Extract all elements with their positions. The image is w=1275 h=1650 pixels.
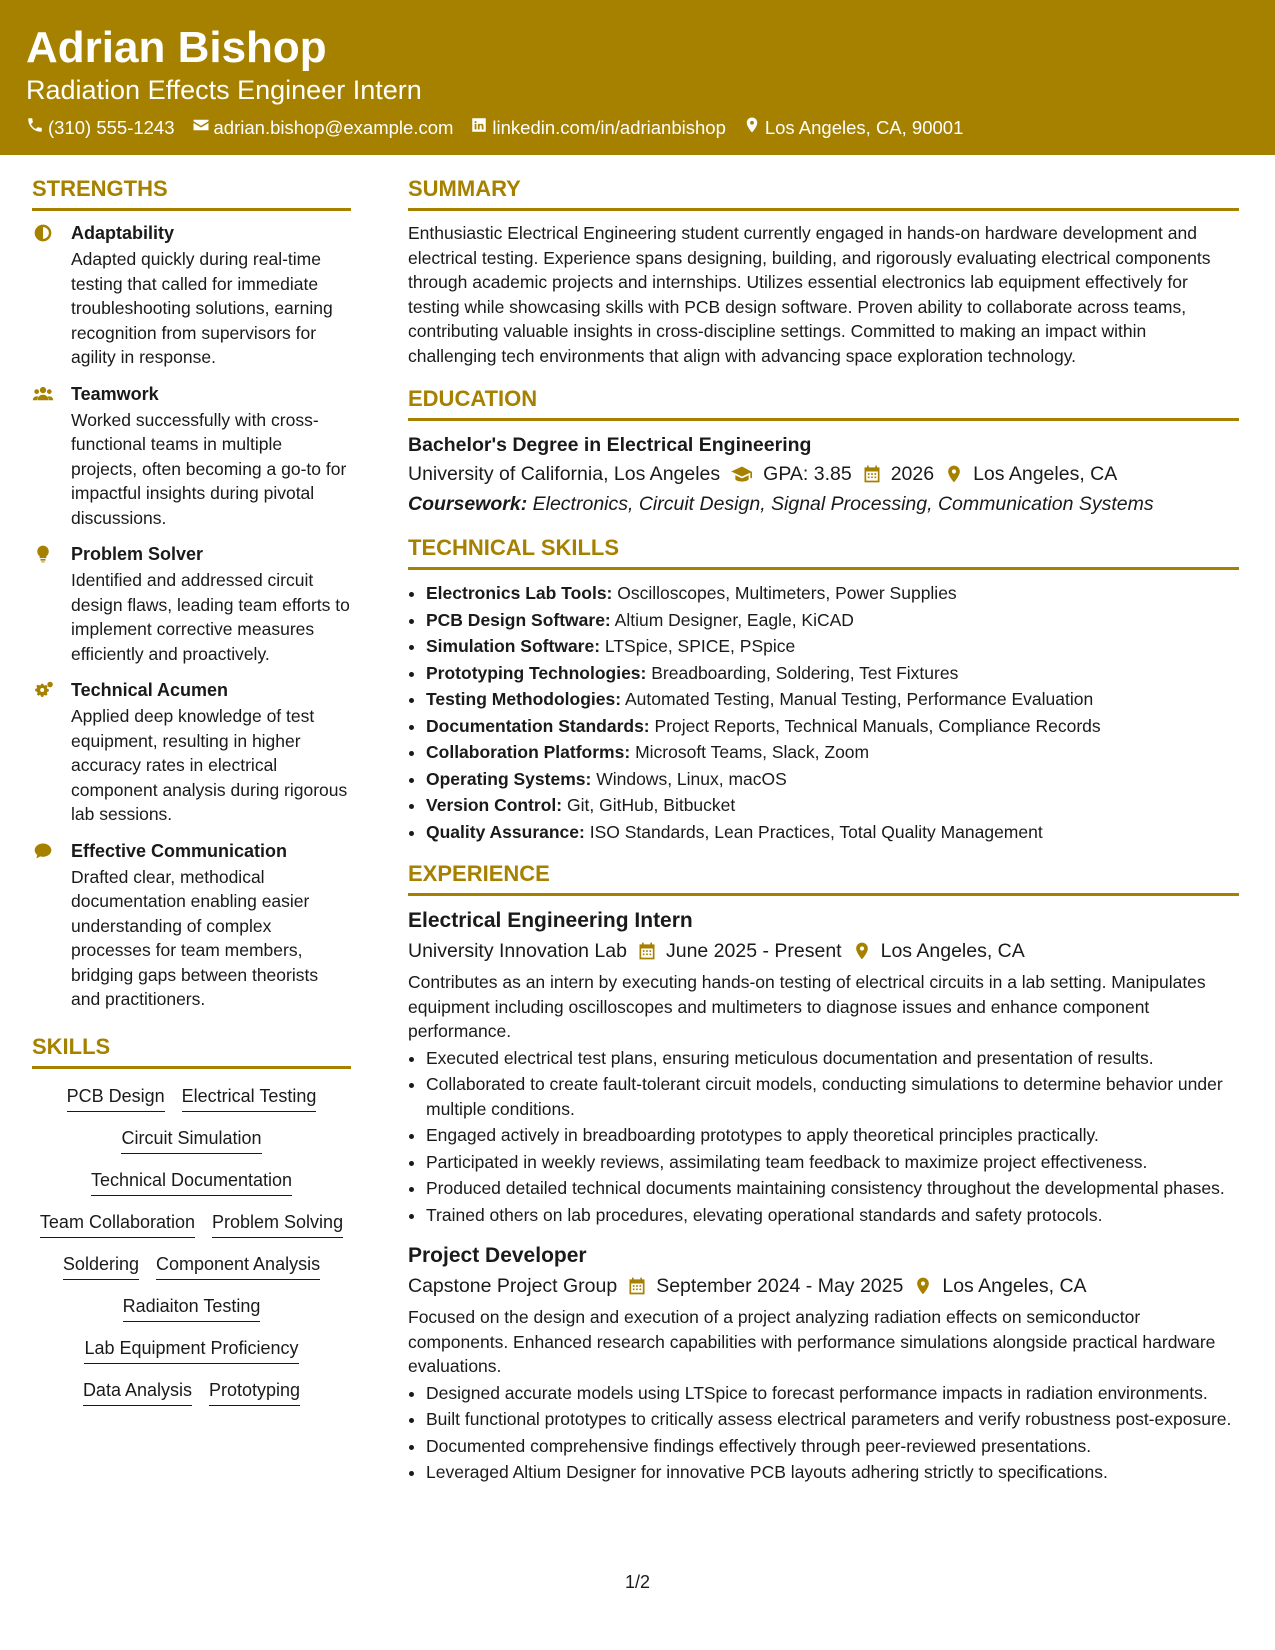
- phone-icon: [26, 115, 44, 141]
- contact-linkedin[interactable]: [470, 115, 725, 141]
- coursework-label: Coursework:: [408, 493, 528, 515]
- skill-tag: Prototyping: [209, 1377, 300, 1406]
- skill-tag: Radiaiton Testing: [123, 1293, 261, 1322]
- gears-icon: [32, 680, 54, 700]
- job-location: Los Angeles, CA: [942, 1275, 1087, 1297]
- strength-name: Adaptability: [71, 223, 175, 243]
- strength-item: [32, 839, 351, 1012]
- contact-phone: [26, 115, 175, 141]
- linkedin-icon: [470, 115, 488, 141]
- skill-values: ISO Standards, Lean Practices, Total Quality Management: [589, 821, 1043, 842]
- coursework: [408, 489, 1239, 519]
- skill-tag: Soldering: [63, 1251, 139, 1280]
- strength-item: [32, 678, 351, 827]
- list-item: • Built functional prototypes to critically assess electrical parameters and verify robustness post-exposure.: [426, 1407, 1239, 1432]
- strength-description: Drafted clear, methodical documentation enabling easier understanding of complex processes for team members, bridging gaps between theorists and practitioners.: [71, 866, 319, 1009]
- contact-location: [743, 115, 964, 141]
- skill-category: Electronics Lab Tools:: [426, 583, 613, 603]
- location-pin-icon: [913, 1276, 933, 1296]
- job-entry: [408, 906, 1239, 1227]
- list-item: • Trained others on lab procedures, elevating operational standards and safety protocols.: [426, 1203, 1239, 1228]
- calendar-icon: [637, 941, 657, 961]
- job-organization: Capstone Project Group: [408, 1275, 618, 1297]
- strength-description: Identified and addressed circuit design flaws, leading team efforts to implement corrective measures efficiently and proactively.: [71, 570, 350, 664]
- list-item: [426, 607, 1239, 634]
- location-pin-icon: [743, 115, 761, 141]
- skill-category: Documentation Standards:: [426, 715, 650, 736]
- summary-heading: SUMMARY: [408, 174, 1239, 211]
- skills-tag-cloud: [32, 1079, 351, 1406]
- strength-item: [32, 382, 351, 531]
- skill-category: Version Control:: [426, 795, 563, 815]
- location-pin-icon: [944, 464, 964, 484]
- skill-tag: PCB Design: [67, 1083, 165, 1112]
- skill-tag: Data Analysis: [83, 1377, 192, 1406]
- list-item: [426, 766, 1239, 793]
- strength-name: Problem Solver: [71, 544, 204, 564]
- skill-values: LTSpice, SPICE, PSpice: [604, 636, 796, 656]
- skill-values: Microsoft Teams, Slack, Zoom: [635, 742, 870, 762]
- experience-heading: EXPERIENCE: [408, 859, 1239, 896]
- strength-item: [32, 542, 351, 666]
- envelope-icon: [192, 115, 210, 141]
- skill-tag: Electrical Testing: [182, 1083, 317, 1112]
- contact-email-text[interactable]: adrian.bishop@example.com: [213, 117, 454, 138]
- skill-tag: Component Analysis: [156, 1251, 320, 1280]
- job-meta: [408, 1271, 1239, 1301]
- job-bullets: [408, 1046, 1239, 1228]
- list-item: [426, 739, 1239, 766]
- skill-category: Prototyping Technologies:: [426, 662, 647, 683]
- calendar-icon: [627, 1276, 647, 1296]
- job-location: Los Angeles, CA: [880, 940, 1025, 962]
- skill-values: Project Reports, Technical Manuals, Compliance Records: [654, 715, 1101, 736]
- job-description: Focused on the design and execution of a project analyzing radiation effects on semiconductor components. Enhanced research capabilities with performance simulations alongside practical hardware evaluations.: [408, 1307, 1216, 1376]
- page-number: 1/2: [624, 1572, 651, 1592]
- skill-tag: Team Collaboration: [40, 1209, 195, 1238]
- strength-name: Effective Communication: [71, 840, 288, 861]
- list-item: [426, 633, 1239, 660]
- list-item: [426, 580, 1239, 607]
- list-item: • Engaged actively in breadboarding prototypes to apply theoretical principles practically.: [426, 1123, 1239, 1148]
- job-description: Contributes as an intern by executing hands-on testing of electrical circuits in a lab setting. Manipulates equipment including oscilloscopes and multimeters to diagnose issues and enhance component performance.: [408, 972, 1206, 1041]
- technical-skills-heading: TECHNICAL SKILLS: [408, 533, 1239, 570]
- job-dates: September 2024 - May 2025: [656, 1275, 904, 1297]
- skill-values: Windows, Linux, macOS: [596, 768, 787, 789]
- school-name: University of California, Los Angeles: [408, 463, 721, 485]
- skill-values: Altium Designer, Eagle, KiCAD: [614, 609, 854, 630]
- skill-values: Oscilloscopes, Multimeters, Power Supplies: [617, 583, 957, 603]
- job-entry: [408, 1241, 1239, 1485]
- list-item: • Documented comprehensive findings effectively through peer-reviewed presentations.: [426, 1434, 1239, 1459]
- education-location: Los Angeles, CA: [973, 463, 1118, 485]
- list-item: [426, 660, 1239, 687]
- contact-phone-text: (310) 555-1243: [48, 117, 175, 138]
- half-circle-icon: [32, 223, 54, 243]
- skill-category: Operating Systems:: [426, 768, 592, 789]
- list-item: [426, 792, 1239, 819]
- right-column: [408, 174, 1239, 1499]
- strength-description: Applied deep knowledge of test equipment, resulting in higher accuracy rates in electrical component analysis during rigorous lab sessions.: [71, 706, 348, 824]
- calendar-icon: [862, 464, 882, 484]
- list-item: • Designed accurate models using LTSpice to forecast performance impacts in radiation environments.: [426, 1381, 1239, 1406]
- skill-category: Simulation Software:: [426, 636, 601, 656]
- resume-header: [0, 0, 1275, 155]
- contact-email[interactable]: [192, 115, 454, 141]
- skill-values: Breadboarding, Soldering, Test Fixtures: [651, 662, 959, 683]
- degree-name: Bachelor's Degree in Electrical Engineering: [408, 434, 812, 456]
- skill-tag: Technical Documentation: [91, 1167, 292, 1196]
- strength-item: [32, 221, 351, 370]
- strengths-heading: STRENGTHS: [32, 174, 351, 211]
- skill-tag: Circuit Simulation: [121, 1125, 261, 1154]
- job-title: Electrical Engineering Intern: [408, 909, 693, 932]
- skill-category: Collaboration Platforms:: [426, 742, 631, 762]
- list-item: [426, 713, 1239, 740]
- list-item: [426, 819, 1239, 846]
- job-meta: [408, 936, 1239, 966]
- lightbulb-icon: [32, 544, 54, 564]
- contact-location-text: Los Angeles, CA, 90001: [764, 117, 964, 138]
- users-icon: [32, 384, 54, 404]
- summary-text: Enthusiastic Electrical Engineering student currently engaged in hands-on hardware development and electrical testing. Experience spans designing, building, and rigorously evaluating electrical components through academic projects and internships. Utilizes essential electronics lab equipment effectively for testing while showcasing skills with PCB design software. Proven ability to collaborate across teams, contributing valuable insights in cross-discipline settings. Committed to making an impact within challenging tech environments that align with advancing space exploration technology.: [408, 223, 1211, 366]
- contact-bar: [26, 115, 963, 141]
- skill-tag: Lab Equipment Proficiency: [84, 1335, 298, 1364]
- education-heading: EDUCATION: [408, 384, 1239, 421]
- coursework-list: Electronics, Circuit Design, Signal Processing, Communication Systems: [532, 493, 1154, 515]
- skills-heading: SKILLS: [32, 1032, 351, 1069]
- job-title: Project Developer: [408, 1244, 587, 1267]
- candidate-name: Adrian Bishop: [26, 23, 327, 72]
- location-pin-icon: [852, 941, 872, 961]
- strength-description: Adapted quickly during real-time testing that called for immediate troubleshooting solutions, earning recognition from supervisors for agility in response.: [71, 249, 333, 367]
- skill-category: Testing Methodologies:: [426, 689, 622, 709]
- contact-linkedin-text[interactable]: linkedin.com/in/adrianbishop: [492, 117, 726, 138]
- graduation-year: 2026: [890, 463, 935, 485]
- graduation-cap-icon: [730, 464, 754, 484]
- list-item: • Participated in weekly reviews, assimilating team feedback to maximize project effectiveness.: [426, 1150, 1239, 1175]
- list-item: • Produced detailed technical documents maintaining consistency throughout the developmental phases.: [426, 1176, 1239, 1201]
- skill-values: Automated Testing, Manual Testing, Performance Evaluation: [625, 689, 1094, 709]
- skill-category: PCB Design Software:: [426, 609, 611, 630]
- skill-category: Quality Assurance:: [426, 821, 585, 842]
- list-item: • Leveraged Altium Designer for innovative PCB layouts adhering strictly to specifications.: [426, 1460, 1239, 1485]
- strength-name: Teamwork: [71, 383, 159, 404]
- speech-bubble-icon: [32, 841, 54, 861]
- education-meta: [408, 459, 1239, 489]
- job-organization: University Innovation Lab: [408, 940, 627, 962]
- job-bullets: [408, 1381, 1239, 1485]
- list-item: • Collaborated to create fault-tolerant circuit models, conducting simulations to determine behavior under multiple conditions.: [426, 1072, 1239, 1121]
- list-item: [426, 686, 1239, 713]
- gpa: GPA: 3.85: [763, 463, 852, 485]
- list-item: • Executed electrical test plans, ensuring meticulous documentation and presentation of results.: [426, 1046, 1239, 1071]
- strength-description: Worked successfully with cross-functional teams in multiple projects, often becoming a go-to for impactful insights during pivotal discussions.: [71, 409, 347, 528]
- left-column: [32, 174, 351, 1406]
- technical-skills-list: [408, 580, 1239, 845]
- skill-values: Git, GitHub, Bitbucket: [567, 795, 736, 815]
- candidate-title: Radiation Effects Engineer Intern: [26, 75, 422, 105]
- job-dates: June 2025 - Present: [665, 940, 842, 962]
- skill-tag: Problem Solving: [212, 1209, 343, 1238]
- strength-name: Technical Acumen: [71, 680, 229, 700]
